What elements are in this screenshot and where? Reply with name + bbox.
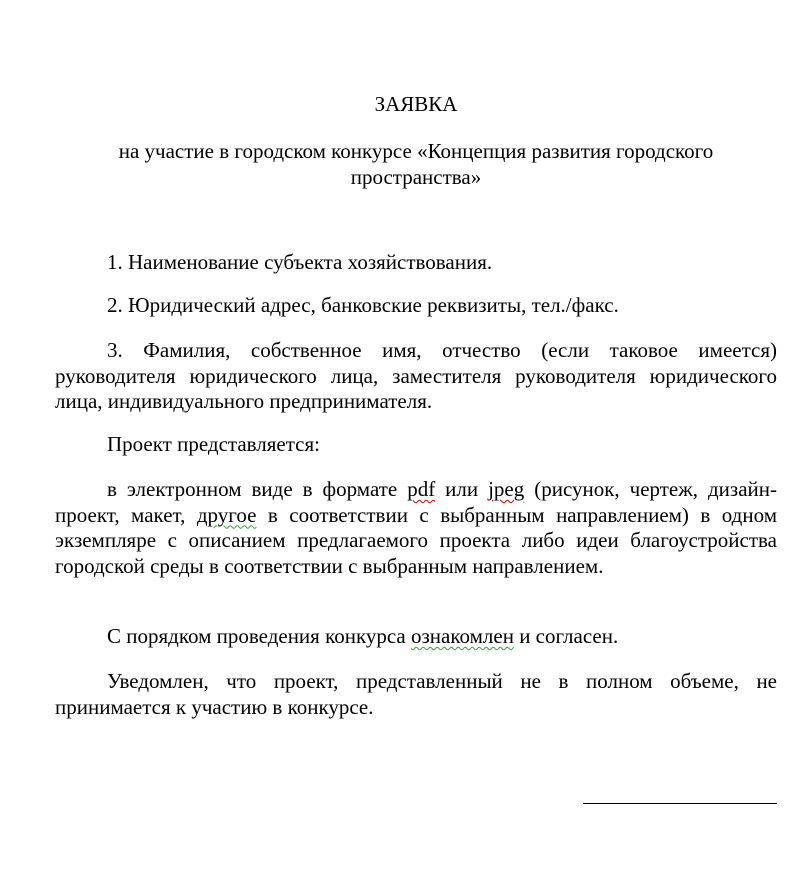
document-subtitle: на участие в городском конкурсе «Концепция развития городского пространства» (118, 139, 714, 189)
item-3: 3. Фамилия, собственное имя, отчество (если таковое имеется) руководителя юридического лица, заместителя руководителя юридического лица, индивидуального предпринимателя. (55, 338, 777, 413)
agreement-paragraph (55, 624, 777, 650)
project-format-text: (рисунок, чертеж, дизайн-проект, макет, (55, 477, 777, 527)
project-format-text: в электронном виде в формате (107, 477, 408, 501)
project-format-text: в соответствии с выбранным направлением) в одном экземпляре с описанием предлагаемого проекта либо идеи благоустройства городской среды в соответствии с выбранным направлением. (55, 502, 777, 578)
project-format-text: или (435, 477, 489, 501)
spellcheck-word-jpeg[interactable]: jpeg (488, 477, 525, 501)
item-2: 2. Юридический адрес, банковские реквизиты, тел./факс. (107, 293, 619, 317)
grammar-word-familiar[interactable]: ознакомлен (411, 624, 514, 648)
document-title: ЗАЯВКА (374, 92, 458, 116)
item-1: 1. Наименование субъекта хозяйствования. (107, 250, 493, 274)
project-intro: Проект представляется: (107, 432, 320, 456)
agreement-text: и согласен. (513, 624, 619, 648)
grammar-word-other[interactable]: другое (196, 502, 257, 527)
signature-line (583, 803, 777, 804)
project-format-paragraph (55, 477, 777, 579)
notice-paragraph: Уведомлен, что проект, представленный не в полном объеме, не принимается к участию в конкурсе. (55, 669, 777, 719)
agreement-text: С порядком проведения конкурса (107, 624, 412, 648)
spellcheck-word-pdf[interactable]: pdf (407, 477, 436, 501)
